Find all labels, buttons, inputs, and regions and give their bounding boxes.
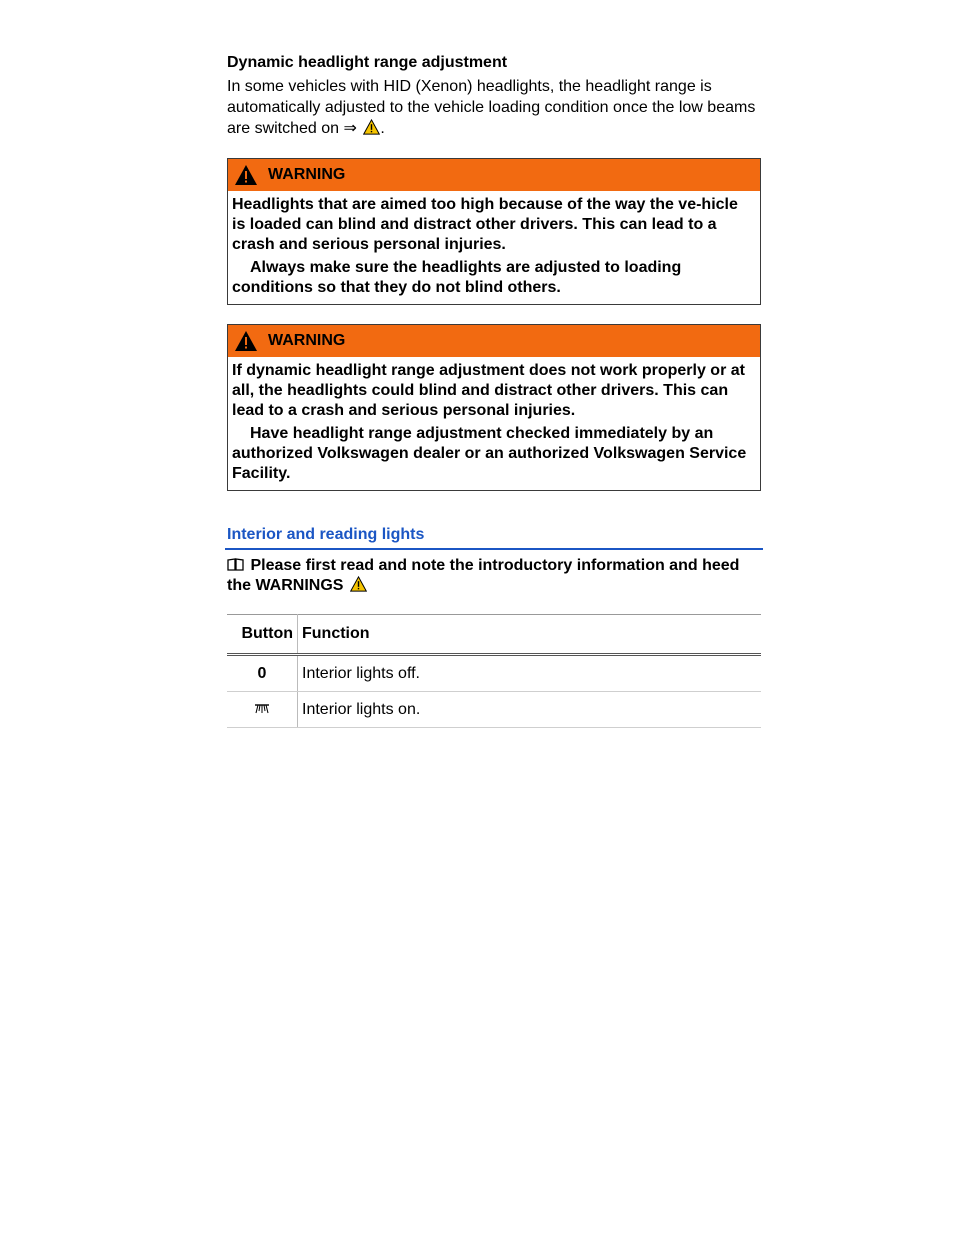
warning-body: [228, 357, 760, 490]
warning-label: WARNING: [268, 166, 346, 183]
read-note: [227, 556, 761, 596]
table-header-row: [227, 615, 761, 655]
warning-action: Have headlight range adjustment checked immediately by an authorized Volkswagen dealer or an authorized Volkswagen Service Facility.: [232, 425, 747, 482]
headlight-section: [227, 52, 761, 139]
warning-box: [227, 324, 761, 491]
warning-text: If dynamic headlight range adjustment does not work properly or at all, the headlights could blind and distract other drivers. This can lead to a crash and serious personal injuries.: [232, 362, 745, 419]
column-header-function: Function: [298, 615, 762, 655]
warning-label: WARNING: [268, 332, 346, 349]
warning-triangle-icon: [234, 330, 258, 352]
warning-box: [227, 158, 761, 305]
function-text: Interior lights on.: [298, 692, 762, 728]
warning-triangle-icon: [234, 164, 258, 186]
function-text: Interior lights off.: [298, 655, 762, 692]
headlight-body: In some vehicles with HID (Xenon) headlights, the headlight range is automatically adjusted to the vehicle loading condition once the low beams are switched on ⇒: [227, 78, 756, 137]
headlight-body-text: [227, 76, 761, 139]
button-symbol: 0: [227, 655, 298, 692]
warning-body: [228, 191, 760, 304]
function-table: [227, 614, 761, 728]
read-note-text: Please first read and note the introductory information and heed the WARNINGS: [227, 557, 740, 594]
button-symbol: [227, 692, 298, 728]
book-icon: [227, 558, 244, 571]
warning-action: Always make sure the headlights are adjusted to loading conditions so that they do not blind others.: [232, 259, 682, 296]
warning-triangle-icon: [350, 576, 367, 592]
manual-page: [227, 52, 761, 718]
table-row: [227, 692, 761, 728]
warning-triangle-icon: [363, 119, 380, 135]
warning-text: Headlights that are aimed too high because of the way the ve-hicle is loaded can blind and distract other drivers. This can lead to a crash and serious personal injuries.: [232, 196, 738, 253]
table-row: [227, 655, 761, 692]
interior-light-icon: [253, 703, 271, 715]
section-subheading: Dynamic headlight range adjustment: [227, 54, 508, 71]
column-header-button: Button: [227, 615, 298, 655]
headlight-body-end: .: [380, 120, 385, 137]
warning-header: [228, 325, 760, 357]
section-heading: Interior and reading lights: [225, 524, 763, 550]
warning-header: [228, 159, 760, 191]
